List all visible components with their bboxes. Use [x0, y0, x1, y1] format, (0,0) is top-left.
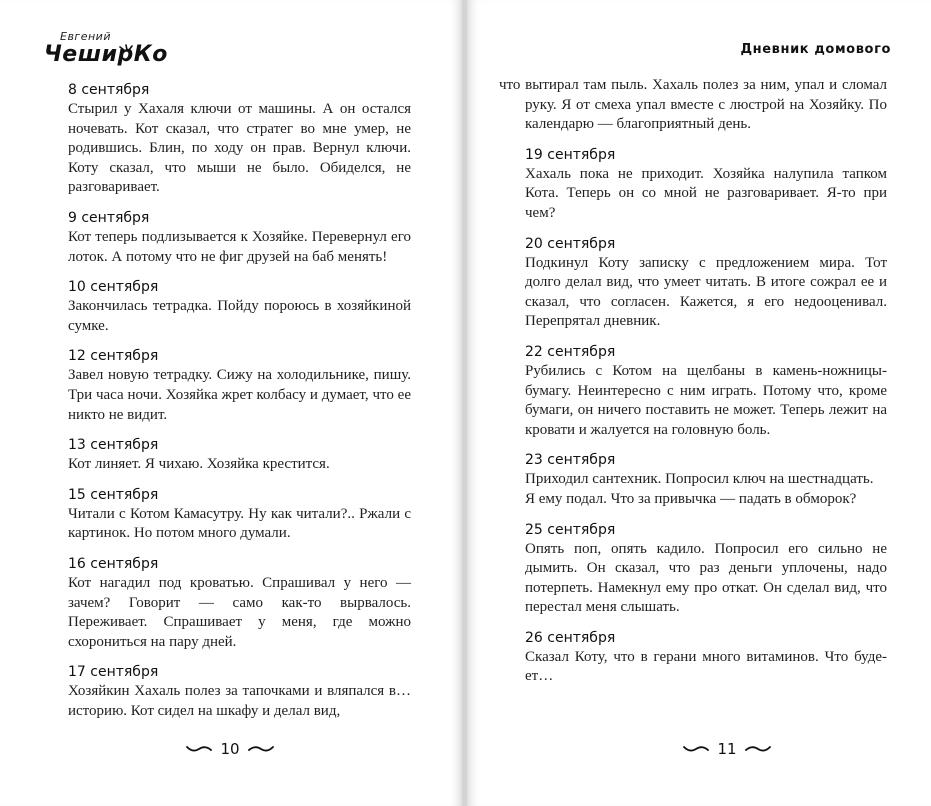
diary-entry — [525, 145, 887, 224]
entry-text: Кот линяет. Я чихаю. Хозяйка крестится. — [68, 456, 330, 473]
entry-text: Кот нагадил под кроватью. Спрашивал у него — зачем? Говорит — само как-то вырвалось. Переживает. Спрашивает у меня, где можно схорониться на пару дней. — [68, 574, 411, 650]
entry-text: Завел новую тетрадку. Сижу на холодильнике, пишу. Три часа ночи. Хозяйка жрет колбасу и думает, что ее никто не видит. — [68, 367, 411, 423]
page-number-footer — [667, 740, 787, 758]
diary-entry — [68, 346, 411, 425]
running-title: Дневник домового — [740, 42, 891, 57]
diary-entry — [525, 234, 887, 332]
entry-text: Стырил у Хахаля ключи от машины. А он остался ночевать. Кот сказал, что стратег во мне умер, не родившись. Блин, по ходу он прав. Вернул ключи. Коту сказал, что мыши не было. Обиделся, не разговаривает. — [68, 101, 411, 196]
entry-date: 19 сентября — [525, 146, 616, 163]
swash-ornament-icon — [683, 744, 709, 754]
entry-text: Приходил сантехник. Попросил ключ на шестнадцать. — [525, 471, 874, 488]
author-first-name: Евгений — [60, 30, 111, 43]
swash-ornament-icon — [248, 744, 274, 754]
right-column — [499, 76, 887, 697]
entry-text: Подкинул Коту записку с предложением мира. Тот долго делал вид, что умеет читать. В итоге сожрал ее и сказал, что согласен. Кажется, я его недооценивал. Перепрятал дневник. — [525, 254, 887, 330]
diary-entry — [525, 628, 887, 687]
entry-text: что вытирал там пыль. Хахаль полез за ним, упал и сломал руку. Я от смеха упал вместе с люстрой на Хозяйку. По календарю — благоприятный день. — [499, 77, 887, 133]
entry-text: Кот теперь подлизывается к Хозяйке. Перевернул его лоток. А потому что не фиг друзей на баб менять! — [68, 228, 411, 265]
diary-entry — [68, 485, 411, 544]
cat-whiskers-icon — [118, 44, 134, 58]
entry-date: 25 сентября — [525, 521, 616, 538]
diary-entry — [68, 554, 411, 652]
right-page — [467, 0, 931, 806]
entry-date: 12 сентября — [68, 348, 159, 365]
entry-date: 16 сентября — [68, 555, 159, 572]
diary-entry — [68, 208, 411, 267]
entry-date: 15 сентября — [68, 486, 159, 503]
entry-text: Сказал Коту, что в герани много витаминов. Что буде-ет… — [525, 648, 887, 685]
diary-entry — [525, 520, 887, 618]
entry-text: Я ему подал. Что за привычка — падать в обморок? — [525, 490, 857, 507]
page-number: 10 — [220, 740, 240, 758]
diary-entry — [525, 342, 887, 440]
entry-date: 20 сентября — [525, 235, 616, 252]
entry-text: Опять поп, опять кадило. Попросил его сильно не дымить. Он сказал, что раз деньги уплочены, надо потерпеть. Намекнул ему про откат. Он сделал вид, что перестал меня слышать. — [525, 540, 887, 616]
entry-date: 17 сентября — [68, 664, 159, 681]
left-column — [68, 80, 411, 731]
diary-entry — [68, 80, 411, 198]
entry-text: Хахаль пока не приходит. Хозяйка налупила тапком Кота. Теперь он со мной не разговаривает. Я-то при чем? — [525, 165, 887, 221]
entry-text: Хозяйкин Хахаль полез за тапочками и вляпался в… историю. Кот сидел на шкафу и делал вид, — [68, 683, 411, 719]
entry-text: Читали с Котом Камасутру. Ну как читали?.. Ржали с картинок. Но потом много думали. — [68, 505, 411, 542]
entry-date: 10 сентября — [68, 279, 159, 296]
left-page — [0, 0, 462, 806]
page-number-footer — [170, 740, 290, 758]
diary-entry — [68, 662, 411, 721]
entry-date: 9 сентября — [68, 209, 150, 226]
entry-date: 13 сентября — [68, 437, 159, 454]
diary-entry — [68, 277, 411, 336]
entry-date: 26 сентября — [525, 629, 616, 646]
entry-date: 22 сентября — [525, 343, 616, 360]
author-logo — [44, 30, 168, 74]
author-last-name: ЧеширКо — [44, 42, 168, 67]
swash-ornament-icon — [745, 744, 771, 754]
diary-entry — [525, 450, 887, 509]
swash-ornament-icon — [186, 744, 212, 754]
entry-text: Рубились с Котом на щелбаны в камень-ножницы-бумагу. Неинтересно с ним играть. Потому что, кроме бумаги, он ничего поставить не может. Теперь лежит на кровати и жалуется на головную боль. — [525, 362, 887, 438]
entry-date: 23 сентября — [525, 452, 616, 469]
entry-text: Закончилась тетрадка. Пойду пороюсь в хозяйкиной сумке. — [68, 298, 411, 334]
continued-text — [499, 76, 887, 135]
diary-entry — [68, 435, 411, 475]
page-number: 11 — [717, 740, 737, 758]
entry-date: 8 сентября — [68, 82, 150, 98]
